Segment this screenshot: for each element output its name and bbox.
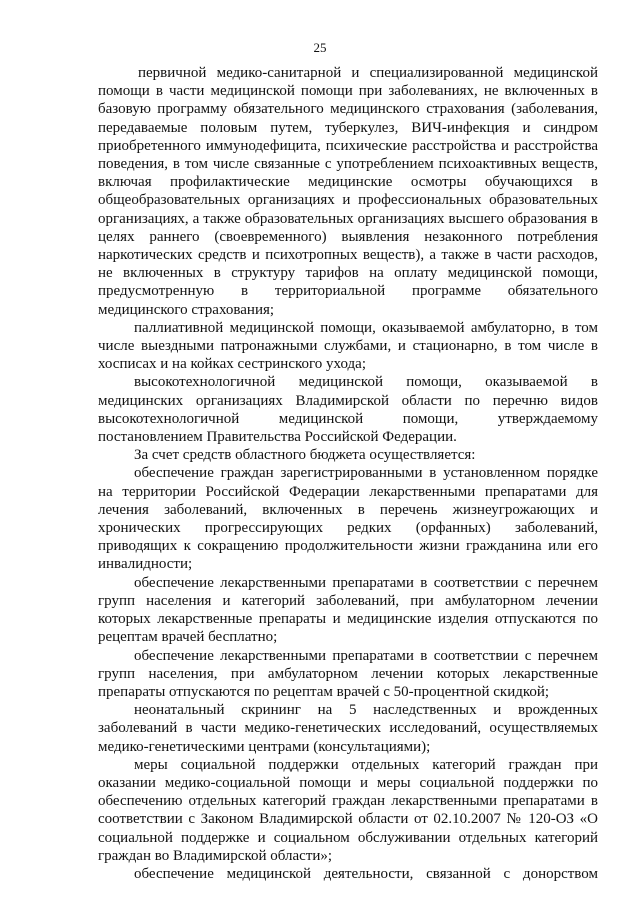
paragraph-discount-prescriptions: обеспечение лекарственными препаратами в соответствии с перечнем групп населения, при амбулаторном лечении которых лекарственные препараты отпускаются по рецептам врачей с 50-процентной скидкой; (98, 647, 598, 700)
paragraph-regional-budget-heading: За счет средств областного бюджета осуществляется: (134, 447, 476, 464)
paragraph-neonatal-screening: неонатальный скрининг на 5 наследственных и врожденных заболеваний в части медико-генетических исследований, осуществляемых медико-генетическими центрами (консультациями); (98, 702, 598, 755)
paragraph-palliative-care: паллиативной медицинской помощи, оказываемой амбулаторно, в том числе выездными патронажными службами, и стационарно, в том числе в хосписах и на койках сестринского ухода; (98, 319, 598, 373)
paragraph-orphan-drugs: обеспечение граждан зарегистрированными в установленном порядке на территории Российской Федерации лекарственными препаратами для лечения заболеваний, включенных в перечень жизнеугрожающих и хронических прогрессирующих редких (орфанных) заболеваний, приводящих к сокращению продолжительности жизни гражданина или его инвалидности; (98, 465, 598, 573)
paragraph-free-prescriptions: обеспечение лекарственными препаратами в соответствии с перечнем групп населения и категорий заболеваний, при амбулаторном лечении которых лекарственные препараты и медицинские изделия отпускаются по рецептам врачей бесплатно; (98, 574, 598, 646)
body-text (98, 64, 598, 883)
paragraph-high-tech-care: высокотехнологичной медицинской помощи, оказываемой в медицинских организациях Владимирской области по перечню видов высокотехнологичной медицинской помощи, утверждаемому постановлением Правительства Российской Федерации. (98, 374, 598, 446)
paragraph-primary-care: первичной медико-санитарной и специализированной медицинской помощи в части медицинской помощи при заболеваниях, не включенных в базовую программу обязательного медицинского страхования (заболевания, передаваемые половым путем, туберкулез, ВИЧ-инфекция и синдром приобретенного иммунодефицита, психические расстройства и расстройства поведения, в том числе связанные с употреблением психоактивных веществ, включая профилактические медицинские осмотры обучающихся в общеобразовательных организациях и профессиональных образовательных организациях, а также образовательных организациях высшего образования в целях раннего (своевременного) выявления незаконного потребления наркотических средств и психотропных веществ), а также в части расходов, не включенных в структуру тарифов на оплату медицинской помощи, предусмотренную в территориальной программе обязательного медицинского страхования; (98, 65, 598, 318)
paragraph-donor-activity: обеспечение медицинской деятельности, связанной с донорством (134, 865, 598, 882)
paragraph-social-support: меры социальной поддержки отдельных категорий граждан при оказании медико-социальной помощи и меры социальной поддержки по обеспечению отдельных категорий граждан лекарственными препаратами в соответствии с Законом Владимирской области от 02.10.2007 № 120-ОЗ «О социальной поддержке и социальном обслуживании отдельных категорий граждан во Владимирской области»; (98, 756, 598, 864)
page-number: 25 (313, 40, 327, 55)
